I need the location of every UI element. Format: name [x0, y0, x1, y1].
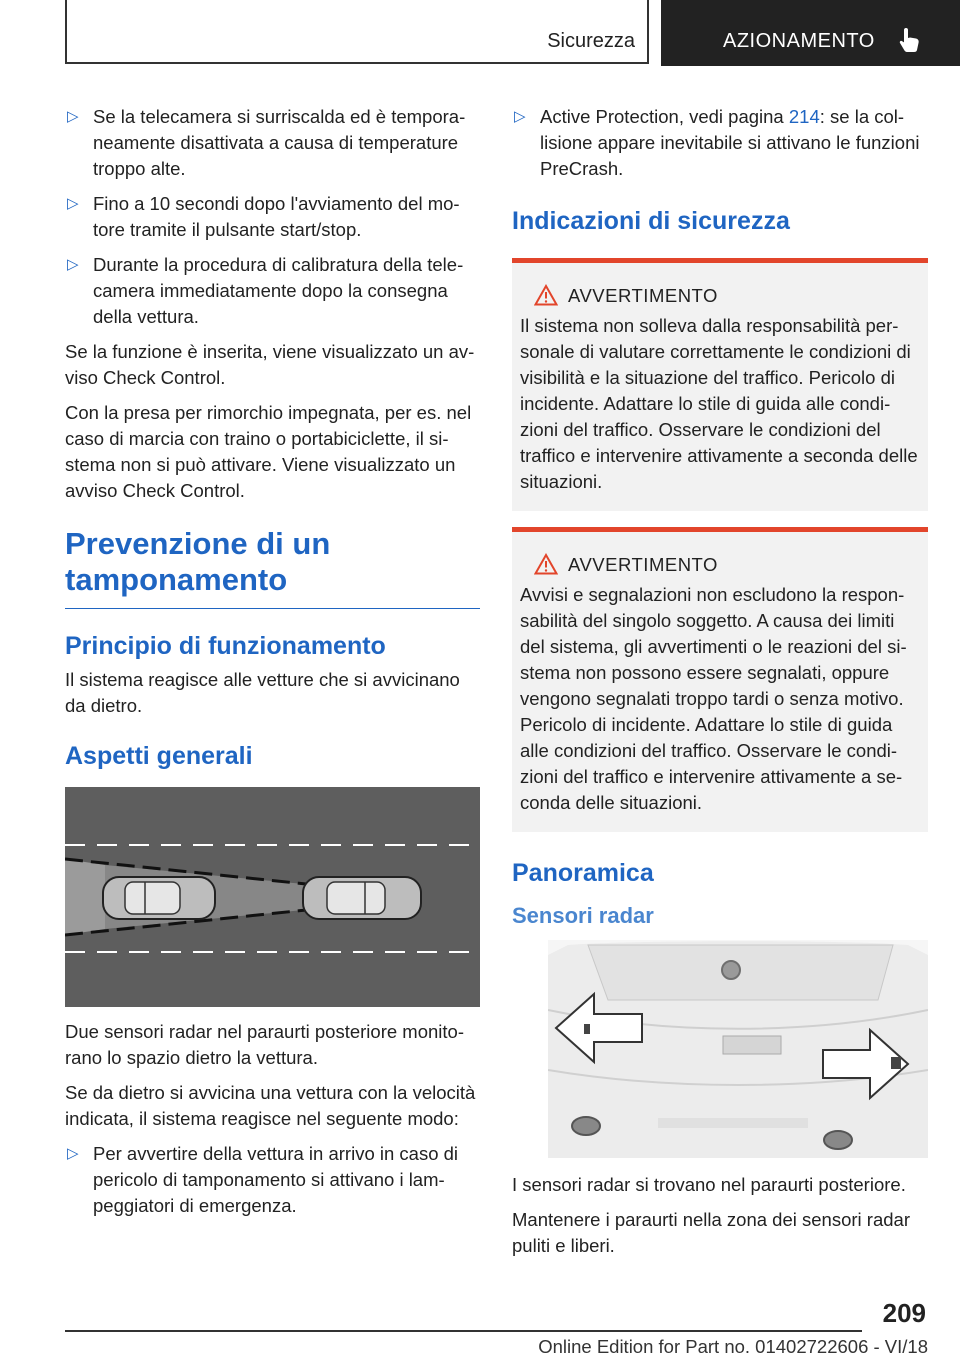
triangle-bullet-icon: ▷	[67, 1145, 79, 1162]
warning-triangle-icon	[534, 284, 558, 306]
triangle-bullet-icon: ▷	[514, 108, 526, 125]
paragraph-sensor-location: I sensori radar si trovano nel paraurti posteriore.	[512, 1174, 906, 1195]
footer-divider	[65, 1330, 862, 1332]
front-car-icon	[303, 877, 421, 919]
paragraph-keep-clean: Mantenere i paraurti nella zona dei sensori radar puliti e liberi.	[512, 1209, 910, 1256]
hand-pointer-icon	[897, 26, 923, 54]
heading-safety-notes: Indicazioni di sicurezza	[512, 207, 790, 235]
paragraph-principle: Il sistema reagisce alle vetture che si avvicinano da dietro.	[65, 669, 460, 716]
heading-rear-collision-prevention: Prevenzione di un tamponamento	[65, 526, 480, 609]
heading-overview: Panoramica	[512, 859, 654, 887]
page-link-214[interactable]: 214	[788, 106, 820, 127]
rear-car-icon	[103, 877, 215, 919]
left-column	[65, 104, 480, 1228]
paragraph-check-control: Se la funzione è inserita, viene visualizzato un avviso Check Control.	[65, 341, 475, 388]
rear-radar-illustration	[65, 787, 480, 1007]
rear-bumper-photo	[548, 940, 928, 1158]
triangle-bullet-icon: ▷	[67, 108, 79, 125]
paragraph-trailer: Con la presa per rimorchio impegnata, per es. nel caso di marcia con traino o portabiciclette, il sistema non si può attivare. Viene visualizzato un avviso Check Control.	[65, 402, 472, 501]
triangle-bullet-icon: ▷	[67, 256, 79, 273]
warning-box-2	[512, 527, 928, 832]
warning-text: Avvisi e segnalazioni non escludono la responsabilità del singolo soggetto. A causa dei limiti del sistema, gli avvertimenti o le reazioni del sistema non possono essere segnalati, oppure vengono segnalati troppo tardi o senza motivo. Pericolo di incidente. Adattare lo stile di guida alle condizioni del traffico. Osservare le condizioni del traffico e intervenire attivamente a seconda delle situazioni.	[520, 584, 907, 813]
paragraph-two-radar-sensors: Due sensori radar nel paraurti posteriore monitorano lo spazio dietro la vettura.	[65, 1021, 464, 1068]
header-section-box	[65, 0, 649, 64]
header-chapter-label: AZIONAMENTO	[723, 30, 875, 52]
bullet-engine-start: ▷ Fino a 10 secondi dopo l'avviamento del motore tramite il pulsante start/stop.	[67, 193, 460, 240]
triangle-bullet-icon: ▷	[67, 195, 79, 212]
bullet-active-protection: ▷ Active Protection, vedi pagina 214: se la collisione appare inevitabile si attivano le funzioni PreCrash.	[514, 106, 920, 179]
paragraph-approaching-vehicle: Se da dietro si avvicina una vettura con la velocità indicata, il sistema reagisce nel seguente modo:	[65, 1082, 476, 1129]
right-column	[512, 104, 928, 1268]
bullet-calibration: ▷ Durante la procedura di calibratura della telecamera immediatamente dopo la consegna della vettura.	[67, 254, 464, 327]
warning-text: Il sistema non solleva dalla responsabilità personale di valutare correttamente le condizioni di visibilità e la situazione del traffico. Pericolo di incidente. Adattare lo stile di guida alle condizioni del traffico. Osservare le condizioni del traffico e intervenire attivamente a seconda delle situazioni.	[520, 315, 918, 492]
bullet-hazard-lights: ▷ Per avvertire della vettura in arrivo in caso di pericolo di tamponamento si attivano i lampeggiatori di emergenza.	[67, 1143, 459, 1216]
page-number: 209	[882, 1298, 926, 1328]
bullet-camera-overheat: ▷ Se la telecamera si surriscalda ed è temporaneamente disattivata a causa di temperature troppo alte.	[67, 106, 466, 179]
footer-edition: Online Edition for Part no. 01402722606 - VI/18	[538, 1336, 928, 1357]
warning-title: AVVERTIMENTO	[568, 554, 718, 575]
heading-radar-sensors: Sensori radar	[512, 903, 654, 928]
warning-title: AVVERTIMENTO	[568, 285, 718, 306]
header-section-title: Sicurezza	[547, 30, 635, 52]
warning-triangle-icon	[534, 553, 558, 575]
heading-general-aspects: Aspetti generali	[65, 742, 253, 770]
header-chapter-tab[interactable]	[661, 0, 960, 66]
heading-principle: Principio di funzionamento	[65, 632, 386, 660]
warning-box-1	[512, 258, 928, 511]
